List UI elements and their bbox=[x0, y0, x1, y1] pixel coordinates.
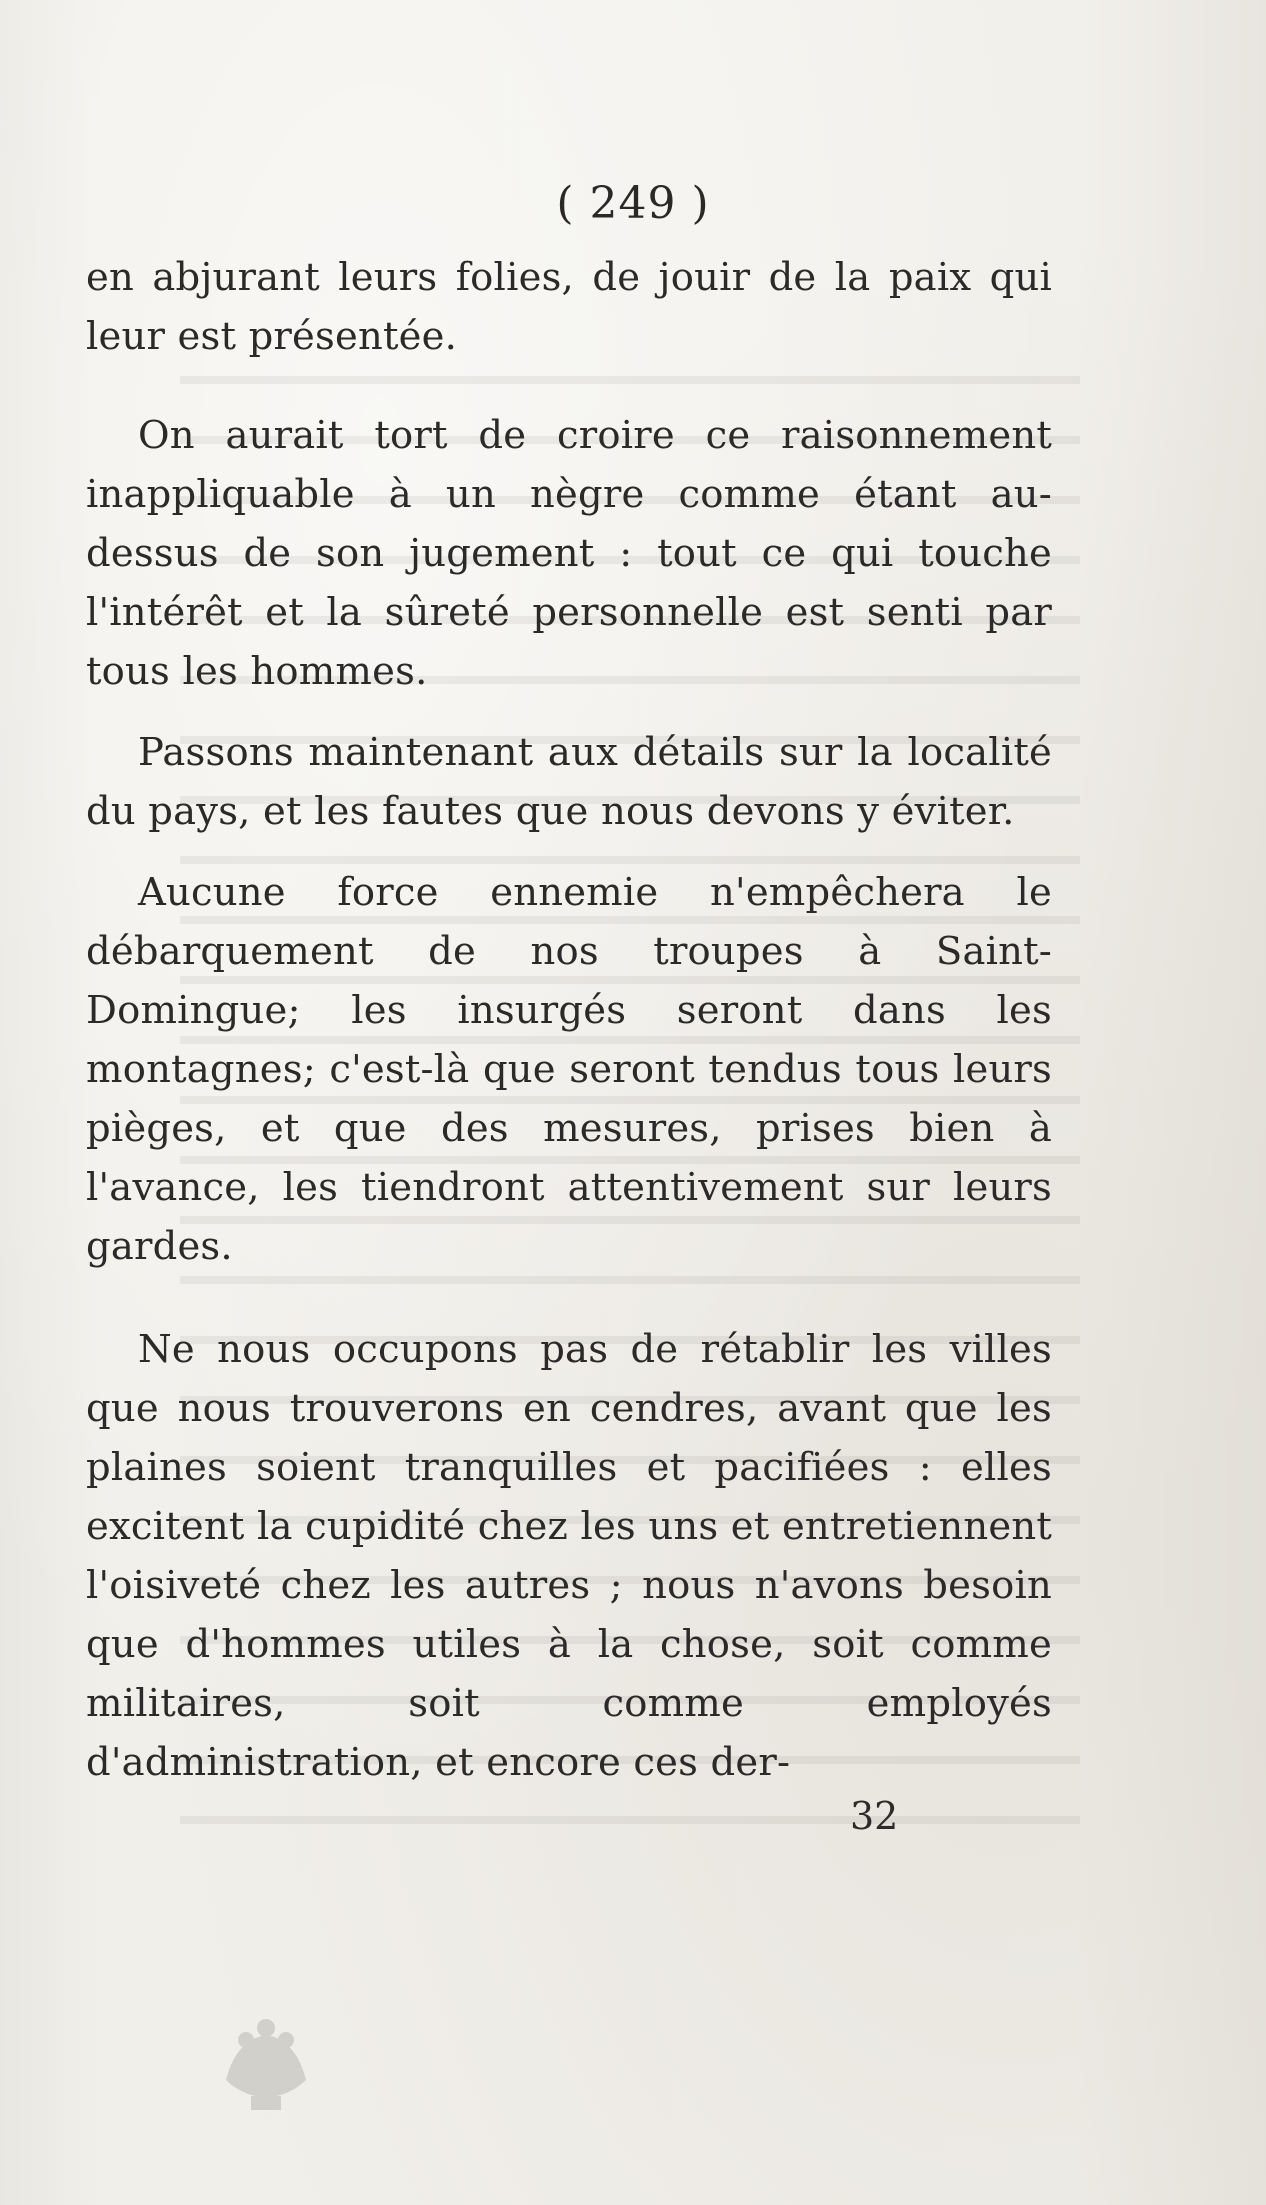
paragraph-continuation: en abjurant leurs folies, de jouir de la paix qui leur est présentée. bbox=[86, 255, 1052, 359]
library-stamp-icon bbox=[206, 2010, 326, 2120]
paragraph: On aurait tort de croire ce raisonnement inappliquable à un nègre comme étant au-dessus de son jugement : tout ce qui touche l'intérêt et la sûreté personnelle est senti par tous les hommes. bbox=[86, 413, 1052, 694]
paragraph: Passons maintenant aux détails sur la localité du pays, et les fautes que nous devons y éviter. bbox=[86, 730, 1052, 834]
page-number: ( 249 ) bbox=[556, 178, 710, 229]
body-text bbox=[86, 248, 1052, 1792]
printer-signature-mark: 32 bbox=[850, 1794, 899, 1838]
paragraph: Ne nous occupons pas de rétablir les villes que nous trouverons en cendres, avant que les plaines soient tranquilles et pacifiées : elles excitent la cupidité chez les uns et entretiennent l'oisiveté chez les autres ; nous n'avons besoin que d'hommes utiles à la chose, soit comme militaires, soit comme employés d'administration, et encore ces der- bbox=[86, 1327, 1052, 1785]
paragraph: Aucune force ennemie n'empêchera le débarquement de nos troupes à Saint-Domingue; les insurgés seront dans les montagnes; c'est-là que seront tendus tous leurs pièges, et que des mesures, prises bien à l'avance, les tiendront attentivement sur leurs gardes. bbox=[86, 870, 1052, 1269]
